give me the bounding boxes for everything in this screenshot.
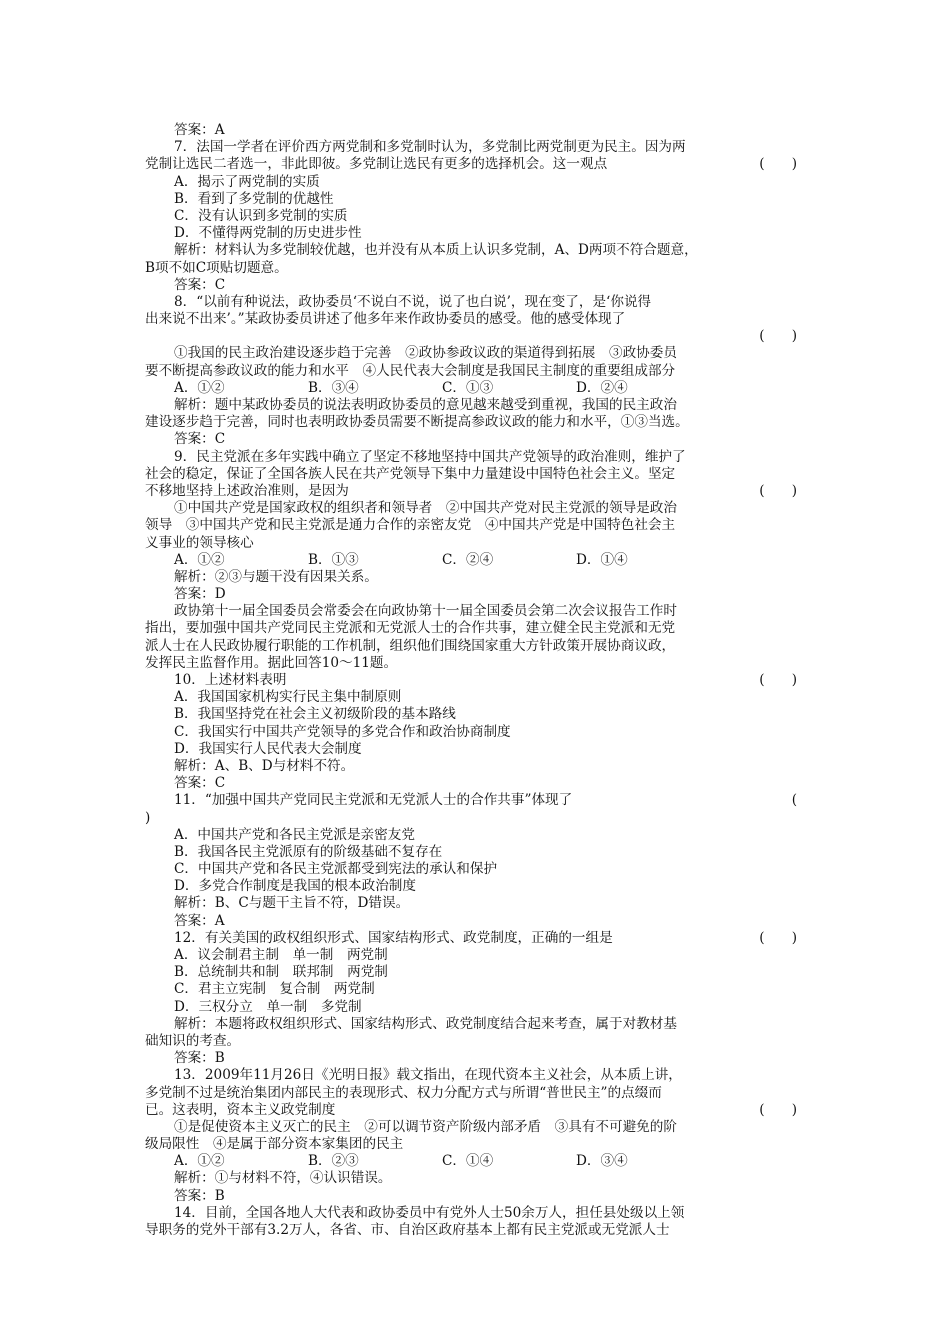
option-d: D．不懂得两党制的历史进步性 [174, 225, 362, 242]
option-b: B．看到了多党制的优越性 [174, 190, 334, 207]
option-a: A．①② [174, 551, 225, 568]
explanation-line: 础知识的考查。 [145, 1032, 241, 1049]
option-d: D．②④ [576, 379, 628, 396]
option-d: D．三权分立 单一制 多党制 [174, 998, 362, 1015]
answer-parenthesis: ( ) [759, 929, 797, 946]
question-10-line: 10．上述材料表明 ( ) [145, 672, 815, 689]
question-14-line: 14．目前，全国各地人大代表和政协委员中有党外人士50余万人，担任县处级以上领 [174, 1204, 685, 1221]
question-14-line: 导职务的党外干部有3.2万人，各省、市、自治区政府基本上都有民主党派或无党派人士 [145, 1222, 670, 1238]
option-c: C．中国共产党和各民主党派都受到宪法的承认和保护 [174, 861, 498, 878]
option-a: A．我国国家机构实行民主集中制原则 [174, 689, 402, 706]
answer-line: 答案：B [174, 1187, 225, 1204]
explanation-line: 解析：A、B、D与材料不符。 [174, 757, 355, 774]
statement-line: ①是促使资本主义灭亡的民主 ②可以调节资产阶级内部矛盾 ③具有不可避免的阶 [174, 1118, 677, 1135]
question-8-line: 出来说不出来’。”某政协委员讲述了他多年来作政协委员的感受。他的感受体现了 [145, 311, 626, 328]
option-c: C．①③ [442, 379, 494, 396]
question-9-line: 不移地坚持上述政治准则，是因为 ( ) [145, 483, 815, 500]
document-page [145, 122, 815, 1239]
answer-line: 答案：D [174, 586, 226, 603]
answer-line: 答案：C [174, 276, 226, 293]
explanation-line: 解析：题中某政协委员的说法表明政协委员的意见越来越受到重视，我国的民主政治 [174, 397, 677, 413]
material-line: 政协第十一届全国委员会常委会在向政协第十一届全国委员会第二次会议报告工作时 [174, 603, 677, 620]
option-c: C．②④ [442, 551, 494, 568]
statement-line: 义事业的领导核心 [145, 534, 254, 551]
option-d: D．①④ [576, 551, 628, 568]
question-9-line: 社会的稳定，保证了全国各族人民在共产党领导下集中力量建设中国特色社会主义。坚定 [145, 465, 676, 482]
answer-parenthesis: ( ) [759, 482, 797, 499]
question-13-line: 多党制不过是统治集团内部民主的表现形式、权力分配方式与所谓“普世民主”的点缀而 [145, 1084, 662, 1101]
explanation-line: 解析：B、C与题干主旨不符，D错误。 [174, 895, 410, 912]
explanation-line: 解析：本题将政权组织形式、国家结构形式、政党制度结合起来考查，属于对教材基 [174, 1015, 677, 1032]
explanation-line: B项不如C项贴切题意。 [145, 259, 288, 276]
option-b: B．我国坚持党在社会主义初级阶段的基本路线 [174, 706, 456, 723]
explanation-line: 建设逐步趋于完善，同时也表明政协委员需要不断提高参政议政的能力和水平，①③当选。 [145, 414, 689, 431]
answer-line: 答案：C [174, 431, 226, 448]
answer-parenthesis: ( ) [759, 328, 797, 345]
option-c: C．①④ [442, 1153, 494, 1170]
question-9-line: 9．民主党派在多年实践中确立了坚定不移地坚持中国共产党领导的政治准则，维护了 [174, 448, 686, 465]
answer-line: 答案：B [174, 1050, 225, 1067]
explanation-line: 解析：①与材料不符，④认识错误。 [174, 1170, 392, 1187]
option-a: A．①② [174, 1153, 225, 1170]
question-13-line: 13．2009年11月26日《光明日报》载文指出，在现代资本主义社会，从本质上讲， [174, 1067, 682, 1084]
option-c: C．我国实行中国共产党领导的多党合作和政治协商制度 [174, 723, 511, 740]
answer-parenthesis: ( ) [759, 156, 797, 173]
material-line: 指出，要加强中国共产党同民主党派和无党派人士的合作共事，建立健全民主党派和无党 [145, 620, 676, 637]
option-c: C．君主立宪制 复合制 两党制 [174, 981, 375, 998]
option-d: D．③④ [576, 1153, 628, 1170]
answer-line: 答案：A [174, 912, 225, 929]
statement-line: 级局限性 ④是属于部分资本家集团的民主 [145, 1136, 404, 1153]
option-a: A．议会制君主制 单一制 两党制 [174, 947, 388, 963]
question-7-line: 7．法国一学者在评价西方两党制和多党制时认为，多党制比两党制更为民主。因为两 [174, 139, 686, 156]
question-11-line: 11．“加强中国共产党同民主党派和无党派人士的合作共事”体现了 ( [145, 792, 815, 809]
option-a: A．①② [174, 379, 225, 396]
answer-parenthesis: ( ) [759, 1101, 797, 1118]
answer-line: 答案：A [174, 122, 225, 138]
explanation-line: 解析：②③与题干没有因果关系。 [174, 568, 378, 585]
statement-line: ①我国的民主政治建设逐步趋于完善 ②政协参政议政的渠道得到拓展 ③政协委员 [174, 345, 677, 362]
option-b: B．①③ [308, 551, 359, 568]
option-row [145, 1153, 815, 1170]
option-d: D．多党合作制度是我国的根本政治制度 [174, 878, 416, 895]
option-b: B．③④ [308, 379, 359, 396]
answer-line: 答案：C [174, 775, 226, 792]
option-c: C．没有认识到多党制的实质 [174, 207, 348, 224]
statement-line: ①中国共产党是国家政权的组织者和领导者 ②中国共产党对民主党派的领导是政治 [174, 500, 677, 517]
answer-parenthesis-close: ) [145, 809, 151, 826]
statement-line: 要不断提高参政议政的能力和水平 ④人民代表大会制度是我国民主制度的重要组成部分 [145, 362, 676, 379]
option-d: D．我国实行人民代表大会制度 [174, 740, 362, 757]
option-a: A．揭示了两党制的实质 [174, 173, 320, 190]
material-line: 派人士在人民政协履行职能的工作机制，组织他们围绕国家重大方针政策开展协商议政， [145, 637, 676, 654]
option-b: B．我国各民主党派原有的阶级基础不复存在 [174, 843, 443, 860]
option-b: B．总统制共和制 联邦制 两党制 [174, 964, 388, 981]
option-row [145, 552, 815, 569]
question-13-line: 已。这表明，资本主义政党制度 ( ) [145, 1102, 815, 1119]
question-12-line: 12．有关美国的政权组织形式、国家结构形式、政党制度，正确的一组是 ( ) [145, 930, 815, 947]
question-7-line: 党制让选民二者选一，非此即彼。多党制让选民有更多的选择机会。这一观点 ( ) [145, 156, 815, 173]
explanation-line: 解析：材料认为多党制较优越，也并没有从本质上认识多党制，A、D两项不符合题意， [174, 242, 698, 259]
answer-parenthesis-open: ( [791, 792, 797, 809]
statement-line: 领导 ③中国共产党和民主党派是通力合作的亲密友党 ④中国共产党是中国特色社会主 [145, 517, 676, 534]
option-a: A．中国共产党和各民主党派是亲密友党 [174, 826, 415, 843]
question-8-line: 8．“以前有种说法，政协委员‘不说白不说，说了也白说’，现在变了，是‘你说得 [174, 293, 652, 310]
material-line: 发挥民主监督作用。据此回答10～11题。 [145, 654, 398, 671]
option-row [145, 380, 815, 397]
option-b: B．②③ [308, 1153, 359, 1170]
answer-parenthesis: ( ) [759, 672, 797, 688]
